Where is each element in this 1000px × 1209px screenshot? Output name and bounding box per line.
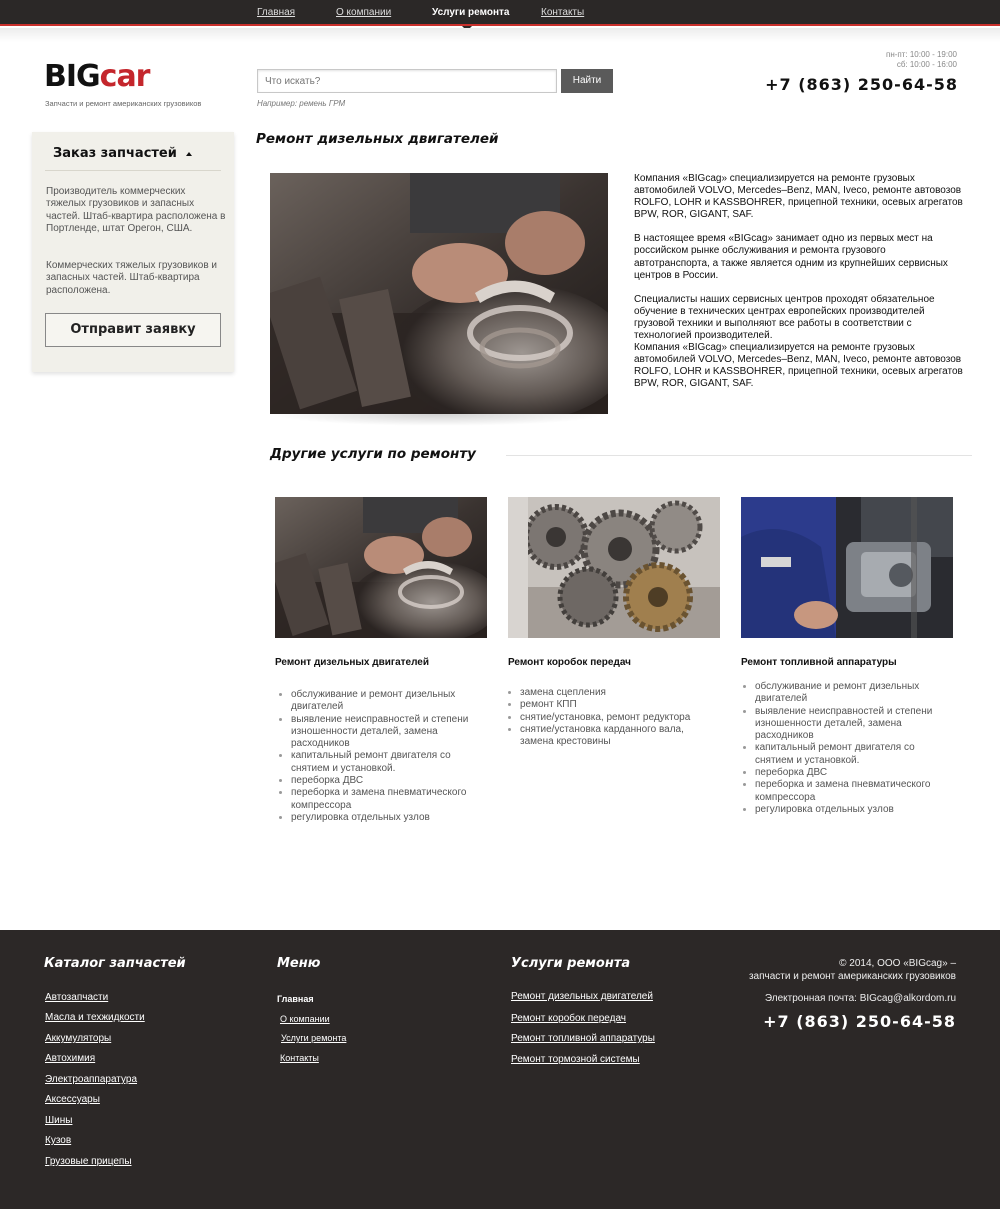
nav-shadow: [0, 28, 1000, 42]
footer-menu-link[interactable]: Главная: [277, 994, 314, 1004]
engine-repair-photo: [270, 173, 608, 414]
footer-catalog-link[interactable]: Масла и техжидкости: [45, 1012, 145, 1023]
list-item: обслуживание и ремонт дизельных двигателей: [740, 681, 950, 706]
list-item: переборка ДВС: [276, 775, 476, 787]
footer-menu-link[interactable]: Услуги ремонта: [281, 1033, 347, 1043]
parts-order-box: [32, 132, 234, 372]
footer-catalog-link[interactable]: Кузов: [45, 1135, 72, 1146]
working-hours: [886, 50, 957, 70]
list-item: снятие/установка, ремонт редуктора: [505, 712, 715, 724]
hours-saturday: сб: 10:00 - 16:00: [896, 60, 957, 69]
page-title: Ремонт дизельных двигателей: [256, 131, 499, 147]
footer-service-link[interactable]: Ремонт топливной аппаратуры: [511, 1033, 655, 1044]
footer: [0, 930, 1000, 1209]
card-list: [276, 689, 476, 824]
list-item: регулировка отдельных узлов: [740, 804, 950, 816]
card-title[interactable]: Ремонт дизельных двигателей: [275, 657, 430, 668]
card-list: [740, 681, 950, 816]
description-paragraph: В настоящее время «BIGcag» занимает одно из первых мест на российском рынке обслуживания и ремонта грузового автотранспорта, а также является одним из крупнейших сервисных центров в России.: [634, 233, 948, 281]
footer-catalog-link[interactable]: Шины: [45, 1115, 73, 1126]
logo-car: car: [99, 59, 150, 94]
copyright-line: запчасти и ремонт американских грузовиков: [748, 970, 956, 982]
footer-catalog-link[interactable]: Автозапчасти: [45, 992, 109, 1003]
footer-catalog-link[interactable]: Аксессуары: [45, 1094, 100, 1105]
card-title[interactable]: Ремонт топливной аппаратуры: [741, 657, 897, 668]
tagline: Запчасти и ремонт американских грузовиков: [45, 99, 202, 108]
divider: [45, 170, 221, 171]
copyright: [749, 958, 956, 983]
list-item: выявление неисправностей и степени изношенности деталей, замена расходников: [276, 714, 476, 751]
description-paragraph: Специалисты наших сервисных центров проходят обязательное обучение в технических центрах европейских производителей грузовой техники и выполняют все работы в соответствии с технологией производителей.: [634, 293, 935, 342]
send-request-button[interactable]: Отправит заявку: [45, 313, 221, 347]
top-navigation: [0, 0, 1000, 26]
list-item: выявление неисправностей и степени изношенности деталей, замена расходников: [740, 706, 950, 743]
logo-big: BIG: [44, 59, 100, 94]
service-description: [634, 173, 964, 403]
footer-email[interactable]: Электронная почта: BIGcag@alkordom.ru: [764, 993, 956, 1004]
hours-weekdays: пн-пт: 10:00 - 19:00: [885, 50, 957, 59]
card-list: [505, 687, 715, 748]
footer-service-link[interactable]: Ремонт тормозной системы: [511, 1054, 640, 1065]
description-paragraph: Компания «BIGcag» специализируется на ремонте грузовых автомобилей VOLVO, Mercedes–Benz, MAN, Iveco, ремонте автовозов ROLFO, LOHR и KASSBOHRER, прицепной техники, осевых агрегатов BPW, ROR, GIGANT, SAF.: [634, 342, 963, 390]
footer-service-link[interactable]: Ремонт дизельных двигателей: [511, 991, 653, 1002]
nav-contacts[interactable]: Контакты: [541, 7, 585, 18]
footer-phone[interactable]: +7 (863) 250-64-58: [763, 1012, 956, 1031]
divider: [506, 455, 972, 456]
parts-order-title: Заказ запчастей: [53, 146, 177, 161]
engine-service-photo[interactable]: [275, 497, 487, 638]
footer-service-link[interactable]: Ремонт коробок передач: [511, 1013, 626, 1024]
footer-catalog-title: Каталог запчастей: [44, 956, 186, 971]
list-item: переборка и замена пневматического компрессора: [276, 787, 476, 812]
footer-catalog-link[interactable]: Аккумуляторы: [45, 1033, 112, 1044]
gearbox-photo[interactable]: [508, 497, 720, 638]
footer-menu-link[interactable]: О компании: [280, 1014, 330, 1024]
footer-catalog-link[interactable]: Автохимия: [45, 1053, 96, 1064]
header-phone[interactable]: +7 (863) 250-64-58: [765, 75, 958, 94]
list-item: замена сцепления: [505, 687, 715, 699]
list-item: капитальный ремонт двигателя со снятием и установкой.: [276, 750, 476, 775]
fuel-equipment-photo[interactable]: [741, 497, 953, 638]
search-input[interactable]: [257, 69, 557, 93]
logo[interactable]: [44, 60, 149, 94]
footer-menu-link[interactable]: Контакты: [280, 1053, 319, 1063]
list-item: ремонт КПП: [505, 699, 715, 711]
list-item: переборка ДВС: [740, 767, 950, 779]
list-item: переборка и замена пневматического компрессора: [740, 779, 950, 804]
caret-up-icon: [186, 152, 192, 156]
list-item: обслуживание и ремонт дизельных двигателей: [276, 689, 476, 714]
card-title[interactable]: Ремонт коробок передач: [508, 657, 631, 668]
nav-home[interactable]: Главная: [257, 7, 296, 18]
sidebar-paragraph-1: Производитель коммерческих тяжелых грузовиков и запасных частей. Штаб-квартира расположена в Портленде, штат Орегон, США.: [46, 186, 226, 235]
footer-catalog-link[interactable]: Электроаппаратура: [45, 1074, 138, 1085]
footer-catalog-link[interactable]: Грузовые прицепы: [45, 1156, 132, 1167]
list-item: снятие/установка карданного вала, замена крестовины: [505, 724, 715, 749]
parts-order-toggle[interactable]: [53, 146, 192, 161]
photo-shadow: [270, 414, 608, 426]
footer-services-title: Услуги ремонта: [511, 956, 631, 971]
other-services-title: Другие услуги по ремонту: [270, 446, 476, 462]
footer-menu-title: Меню: [277, 956, 321, 971]
search-hint: Например: ремень ГРМ: [257, 99, 346, 108]
search-button[interactable]: Найти: [561, 69, 613, 93]
description-paragraph: Компания «BIGcag» специализируется на ремонте грузовых автомобилей VOLVO, Mercedes–Benz, MAN, Iveco, ремонте автовозов ROLFO, LOHR и KASSBOHRER, прицепной техники, осевых агрегатов BPW, ROR, GIGANT, SAF.: [634, 173, 963, 221]
list-item: регулировка отдельных узлов: [276, 812, 476, 824]
copyright-line: © 2014, ООО «BIGcag» –: [839, 958, 956, 969]
nav-about[interactable]: О компании: [336, 7, 392, 18]
list-item: капитальный ремонт двигателя со снятием и установкой.: [740, 742, 950, 767]
nav-repair-services[interactable]: Услуги ремонта: [432, 7, 510, 18]
sidebar-paragraph-2: Коммерческих тяжелых грузовиков и запасных частей. Штаб-квартира расположена.: [46, 260, 218, 296]
